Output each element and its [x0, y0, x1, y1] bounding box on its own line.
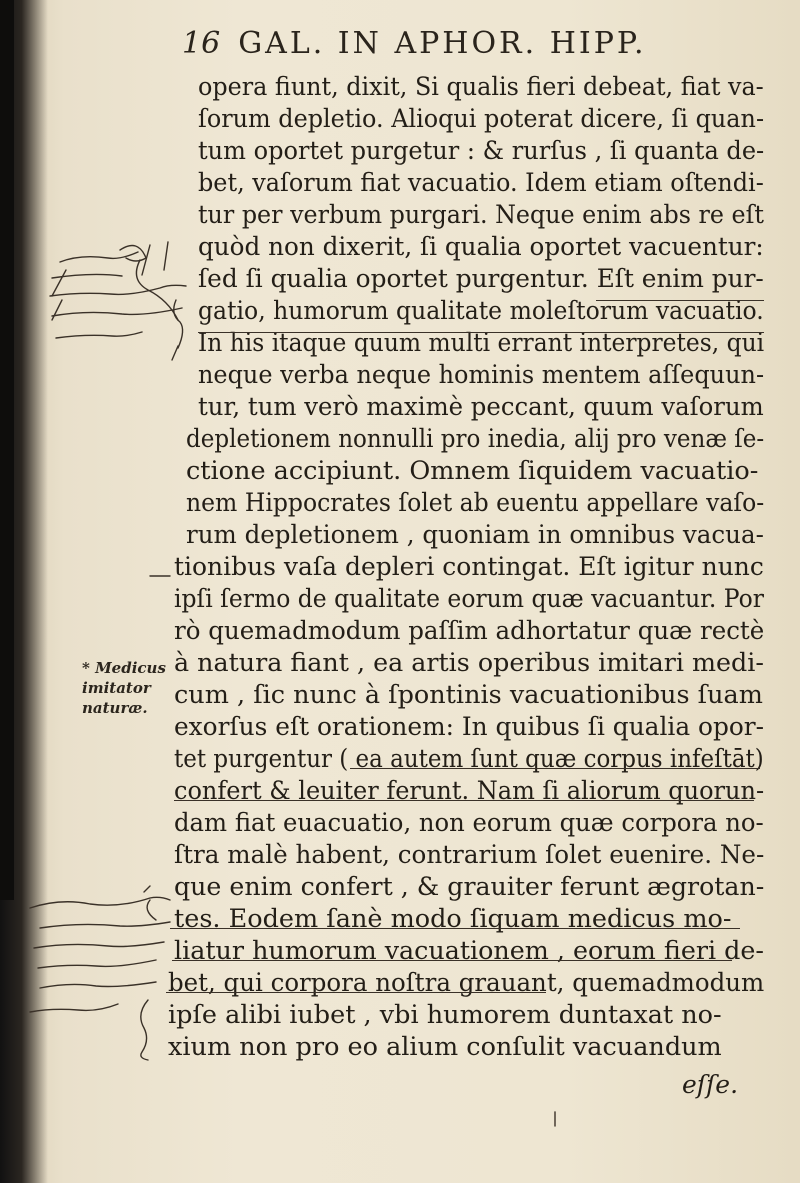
text-line: tionibus vaſa depleri contingat. Eſt igitur nunc: [174, 552, 764, 582]
text-line: liatur humorum vacuationem , eorum fieri de-: [174, 936, 765, 966]
binding-edge: [0, 0, 14, 900]
folio-number: 16: [182, 26, 221, 61]
text-line: ipſi ſermo de qualitate eorum quæ vacuantur. Por: [174, 584, 764, 614]
text-line: rum depletionem , quoniam in omnibus vacua-: [186, 520, 764, 550]
text-line: bet, qui corpora noſtra grauant, quemadmodum: [168, 968, 765, 998]
ink-underline: [172, 960, 732, 961]
text-line: ſorum depletio. Alioqui poterat dicere, ſi quan-: [198, 104, 765, 134]
running-title: GAL. IN APHOR. HIPP.: [238, 26, 647, 61]
text-line: In his itaque quum multi errant interpretes, qui: [198, 328, 765, 358]
text-line: à natura fiant , ea artis operibus imitari medi-: [174, 648, 764, 678]
ink-underline: [350, 768, 760, 769]
text-line: dam fiat euacuatio, non eorum quæ corpora no-: [174, 808, 764, 838]
text-line: quòd non dixerit, ſi qualia oportet vacuentur:: [198, 232, 764, 262]
text-line: depletionem nonnulli pro inedia, alij pro venæ ſe-: [186, 424, 765, 454]
text-line: confert & leuiter ferunt. Nam ſi aliorum quorun-: [174, 776, 765, 806]
text-line: tes. Eodem ſanè modo ſiquam medicus mo-: [174, 904, 732, 934]
ink-underline: [198, 332, 764, 333]
text-line: tur per verbum purgari. Neque enim abs re eſt: [198, 200, 764, 230]
text-line: cum , ſic nunc à ſpontinis vacuationibus ſuam: [174, 680, 763, 710]
text-line: bet, vaſorum fiat vacuatio. Idem etiam oſtendi-: [198, 168, 764, 198]
text-line: ipſe alibi iubet , vbi humorem duntaxat no-: [168, 1000, 722, 1030]
text-line: opera fiunt, dixit, Si qualis fieri debeat, fiat va-: [198, 72, 764, 102]
text-line: tur, tum verò maximè peccant, quum vaſorum: [198, 392, 764, 422]
text-line: nem Hippocrates ſolet ab euentu appellare vaſo-: [186, 488, 765, 518]
ink-underline: [596, 300, 764, 301]
ink-underline: [166, 992, 546, 993]
ink-underline: [174, 800, 754, 801]
text-line: xium non pro eo alium conſulit vacuandum: [168, 1032, 722, 1062]
text-line: que enim confert , & grauiter ferunt ægrotan-: [174, 872, 765, 902]
text-line: tet purgentur ( ea autem ſunt quæ corpus infeſtāt): [174, 744, 764, 774]
text-line: neque verba neque hominis mentem aſſequun-: [198, 360, 765, 390]
text-line: ſed ſi qualia oportet purgentur. Eſt enim pur-: [198, 264, 764, 294]
catchword: eſſe.: [682, 1070, 739, 1099]
text-line: ſtra malè habent, contrarium ſolet euenire. Ne-: [174, 840, 765, 870]
running-header: [182, 26, 702, 61]
text-line: gatio, humorum qualitate moleſtorum vacuatio.: [198, 296, 764, 326]
printed-margin-note: * Medicus imitator naturæ.: [82, 659, 166, 717]
text-line: tum oportet purgetur : & rurſus , ſi quanta de-: [198, 136, 765, 166]
text-line: exorſus eſt orationem: In quibus ſi qualia opor-: [174, 712, 765, 742]
ink-underline: [170, 928, 740, 929]
text-line: ctione accipiunt. Omnem ſiquidem vacuatio-: [186, 456, 759, 486]
text-line: rò quemadmodum paſſim adhortatur quæ rectè: [174, 616, 765, 646]
